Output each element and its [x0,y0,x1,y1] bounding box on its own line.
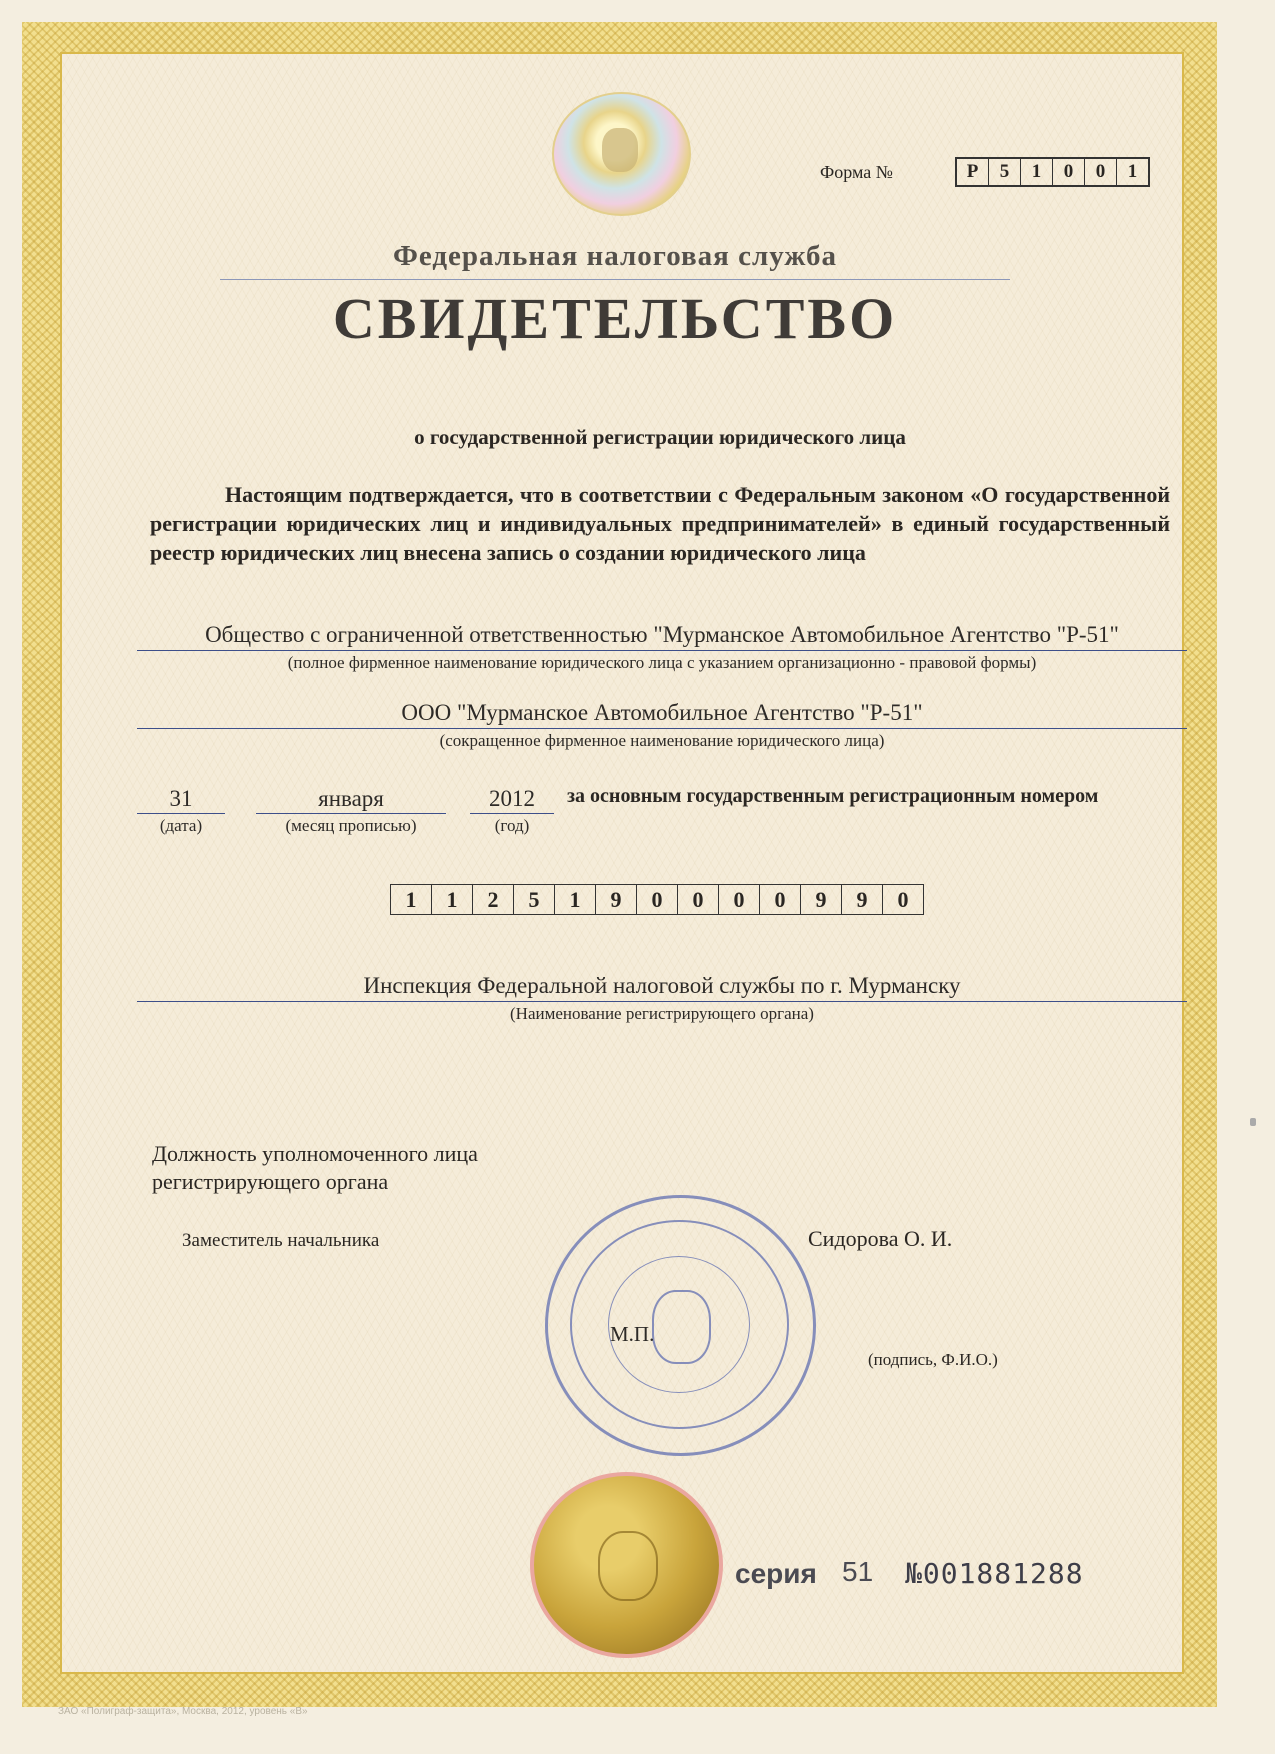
agency-name: Федеральная налоговая служба [392,240,838,272]
page-title: СВИДЕТЕЛЬСТВО [332,286,898,351]
ogrn-digit: 0 [678,885,719,914]
form-code-char: 0 [1085,159,1117,185]
ogrn-label: за основным государственным регистрационным номером [567,785,1099,807]
ogrn-digit: 1 [391,885,432,914]
ogrn-digit: 9 [842,885,883,914]
underline [137,650,1187,651]
ogrn-digit: 9 [596,885,637,914]
ogrn-digit: 1 [432,885,473,914]
ogrn-digit: 9 [801,885,842,914]
short-name-caption: (сокращенное фирменное наименование юридического лица) [439,731,885,750]
speck [1250,1118,1256,1126]
full-name-caption: (полное фирменное наименование юридического лица с указанием организационно - правовой формы) [287,653,1037,672]
official-stamp-icon [545,1195,816,1456]
ogrn-number [390,884,924,915]
registration-day: 31 [169,786,193,811]
entity-full-name: Общество с ограниченной ответственностью "Мурманское Автомобильное Агентство "Р-51" [205,622,1119,647]
month-caption: (месяц прописью) [285,816,417,835]
underline [470,813,554,814]
certificate-number: №001881288 [905,1557,1084,1590]
signer-name: Сидорова О. И. [808,1226,953,1251]
statement-paragraph: Настоящим подтверждается, что в соответствии с Федеральным законом «О государственной регистрации юридических лиц и индивидуальных предпринимателей» в единый государственный реестр юридических лиц внесена запись о создании юридического лица [150,482,1170,565]
form-code-char: 1 [1127,161,1138,182]
form-code-char: 5 [989,159,1021,185]
underline [256,813,446,814]
gold-seal-icon [530,1472,723,1658]
ogrn-digit: 5 [514,885,555,914]
official-title: Должность уполномоченного лица регистрирующего органа [152,1141,478,1194]
series-value: 51 [842,1556,874,1587]
underline [137,728,1187,729]
eagle-emblem-icon [598,1531,658,1601]
form-code-char: 0 [1053,159,1085,185]
day-caption: (дата) [159,816,203,835]
stamp-mark: М.П. [610,1322,655,1346]
ogrn-digit: 1 [555,885,596,914]
printer-footer: ЗАО «Полиграф-защита», Москва, 2012, уровень «В» [58,1706,308,1717]
ogrn-digit: 0 [719,885,760,914]
ogrn-digit: 0 [637,885,678,914]
divider [220,279,1010,280]
authority-name: Инспекция Федеральной налоговой службы по г. Мурманску [363,973,961,998]
form-code [955,157,1150,187]
year-caption: (год) [494,816,530,835]
ogrn-digit: 0 [760,885,801,914]
form-code-char: 1 [1021,159,1053,185]
authority-caption: (Наименование регистрирующего органа) [510,1004,814,1023]
entity-short-name: ООО "Мурманское Автомобильное Агентство "Р-51" [401,700,923,725]
form-label: Форма № [820,162,893,182]
eagle-emblem-icon [652,1290,711,1364]
page-subtitle: о государственной регистрации юридического лица [414,425,906,449]
ogrn-digit: 2 [473,885,514,914]
underline [137,1001,1187,1002]
registration-year: 2012 [489,786,535,811]
form-code-char: Р [957,159,989,185]
registration-month: января [318,786,384,811]
official-position: Заместитель начальника [182,1230,380,1251]
signature-caption: (подпись, Ф.И.О.) [868,1350,998,1369]
series-label: серия [735,1558,817,1589]
underline [137,813,225,814]
eagle-emblem-icon [602,128,638,172]
ogrn-digit: 0 [897,887,909,912]
